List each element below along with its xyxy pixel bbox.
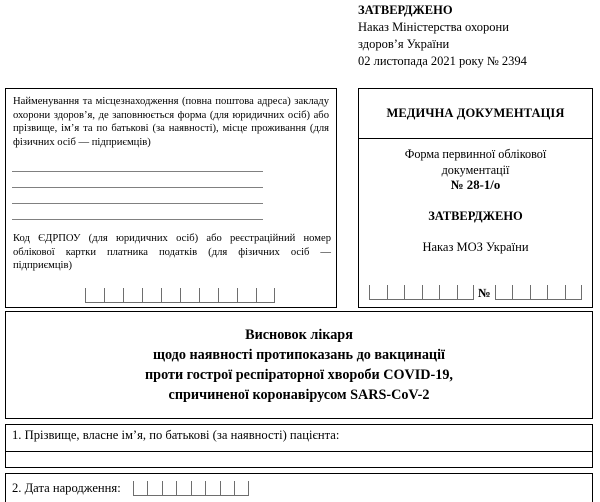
- char-box[interactable]: [565, 285, 583, 300]
- institution-cell: [5, 88, 337, 308]
- char-box[interactable]: [180, 288, 199, 303]
- document-title-line-4: спричиненої коронавірусом SARS-CoV-2: [168, 387, 430, 403]
- field-patient-name[interactable]: [5, 424, 593, 468]
- approval-line-3: здоров’я України: [358, 37, 450, 51]
- form-details: [359, 139, 592, 256]
- medical-documentation-cell: [358, 88, 593, 308]
- char-box[interactable]: [205, 481, 220, 496]
- char-box[interactable]: [218, 288, 237, 303]
- char-box[interactable]: [530, 285, 548, 300]
- char-box[interactable]: [439, 285, 457, 300]
- form-number: № 28-1/о: [450, 178, 501, 192]
- number-sign-label: №: [478, 286, 491, 300]
- char-box[interactable]: [191, 481, 206, 496]
- char-box[interactable]: [85, 288, 104, 303]
- char-box[interactable]: [512, 285, 530, 300]
- char-box[interactable]: [142, 288, 161, 303]
- char-box[interactable]: [176, 481, 191, 496]
- document-title-line-3: проти гострої респіраторної хвороби COVID-19,: [145, 367, 453, 383]
- char-box[interactable]: [162, 481, 177, 496]
- char-box[interactable]: [161, 288, 180, 303]
- institution-instruction-text: Найменування та місцезнаходження (повна поштова адреса) закладу охорони здоров’я, де заповнюється форма (для юридичних осіб) або прізвище, ім’я та по батькові (за наявності), місце проживання (для фізичних осіб — підприємців): [13, 96, 329, 148]
- approval-header: [358, 2, 598, 70]
- char-box[interactable]: [422, 285, 440, 300]
- approval-line-4: 02 листопада 2021 року № 2394: [358, 54, 527, 68]
- char-box[interactable]: [123, 288, 142, 303]
- char-box[interactable]: [387, 285, 405, 300]
- approval-title: ЗАТВЕРДЖЕНО: [358, 3, 453, 17]
- char-box[interactable]: [234, 481, 249, 496]
- char-box[interactable]: [256, 288, 275, 303]
- char-box[interactable]: [404, 285, 422, 300]
- fill-line[interactable]: [12, 171, 263, 172]
- field-patient-name-label: 1. Прізвище, власне ім’я, по батькові (за наявності) пацієнта:: [12, 428, 340, 442]
- medical-documentation-heading: МЕДИЧНА ДОКУМЕНТАЦІЯ: [386, 106, 565, 120]
- form-approved-label: ЗАТВЕРДЖЕНО: [428, 208, 523, 223]
- form-line-1: Форма первинної облікової: [404, 147, 547, 161]
- char-box[interactable]: [147, 481, 162, 496]
- fill-line[interactable]: [12, 219, 263, 220]
- char-box[interactable]: [547, 285, 565, 300]
- approval-line-2: Наказ Міністерства охорони: [358, 20, 509, 34]
- char-box[interactable]: [369, 285, 387, 300]
- document-date-input[interactable]: [369, 285, 474, 300]
- char-box[interactable]: [457, 285, 475, 300]
- document-number-input[interactable]: [495, 285, 583, 300]
- edrpou-block: [13, 232, 331, 273]
- fill-line[interactable]: [12, 187, 263, 188]
- form-order-label: Наказ МОЗ України: [422, 240, 529, 254]
- form-line-2: документації: [441, 162, 510, 177]
- fill-line[interactable]: [12, 203, 263, 204]
- char-box[interactable]: [104, 288, 123, 303]
- document-title-block: [5, 311, 593, 419]
- document-title-line-1: Висновок лікаря: [245, 327, 353, 343]
- char-box[interactable]: [495, 285, 513, 300]
- char-box[interactable]: [237, 288, 256, 303]
- date-of-birth-input[interactable]: [133, 481, 249, 496]
- field-date-of-birth-label: 2. Дата народження:: [12, 480, 121, 495]
- char-box[interactable]: [199, 288, 218, 303]
- identification-table: [5, 88, 593, 308]
- document-title-line-2: щодо наявності протипоказань до вакцинації: [153, 347, 445, 363]
- edrpou-instruction-text: Код ЄДРПОУ (для юридичних осіб) або реєстраційний номер облікової картки платника податків (для фізичних осіб — підприємців): [13, 233, 331, 272]
- field-divider: [6, 451, 592, 452]
- char-box[interactable]: [133, 481, 148, 496]
- medical-documentation-heading-row: [359, 89, 592, 139]
- edrpou-code-input[interactable]: [85, 288, 275, 303]
- institution-fill-lines: [12, 171, 263, 235]
- char-box[interactable]: [220, 481, 235, 496]
- field-date-of-birth[interactable]: [5, 473, 593, 502]
- document-number-row[interactable]: [369, 285, 582, 300]
